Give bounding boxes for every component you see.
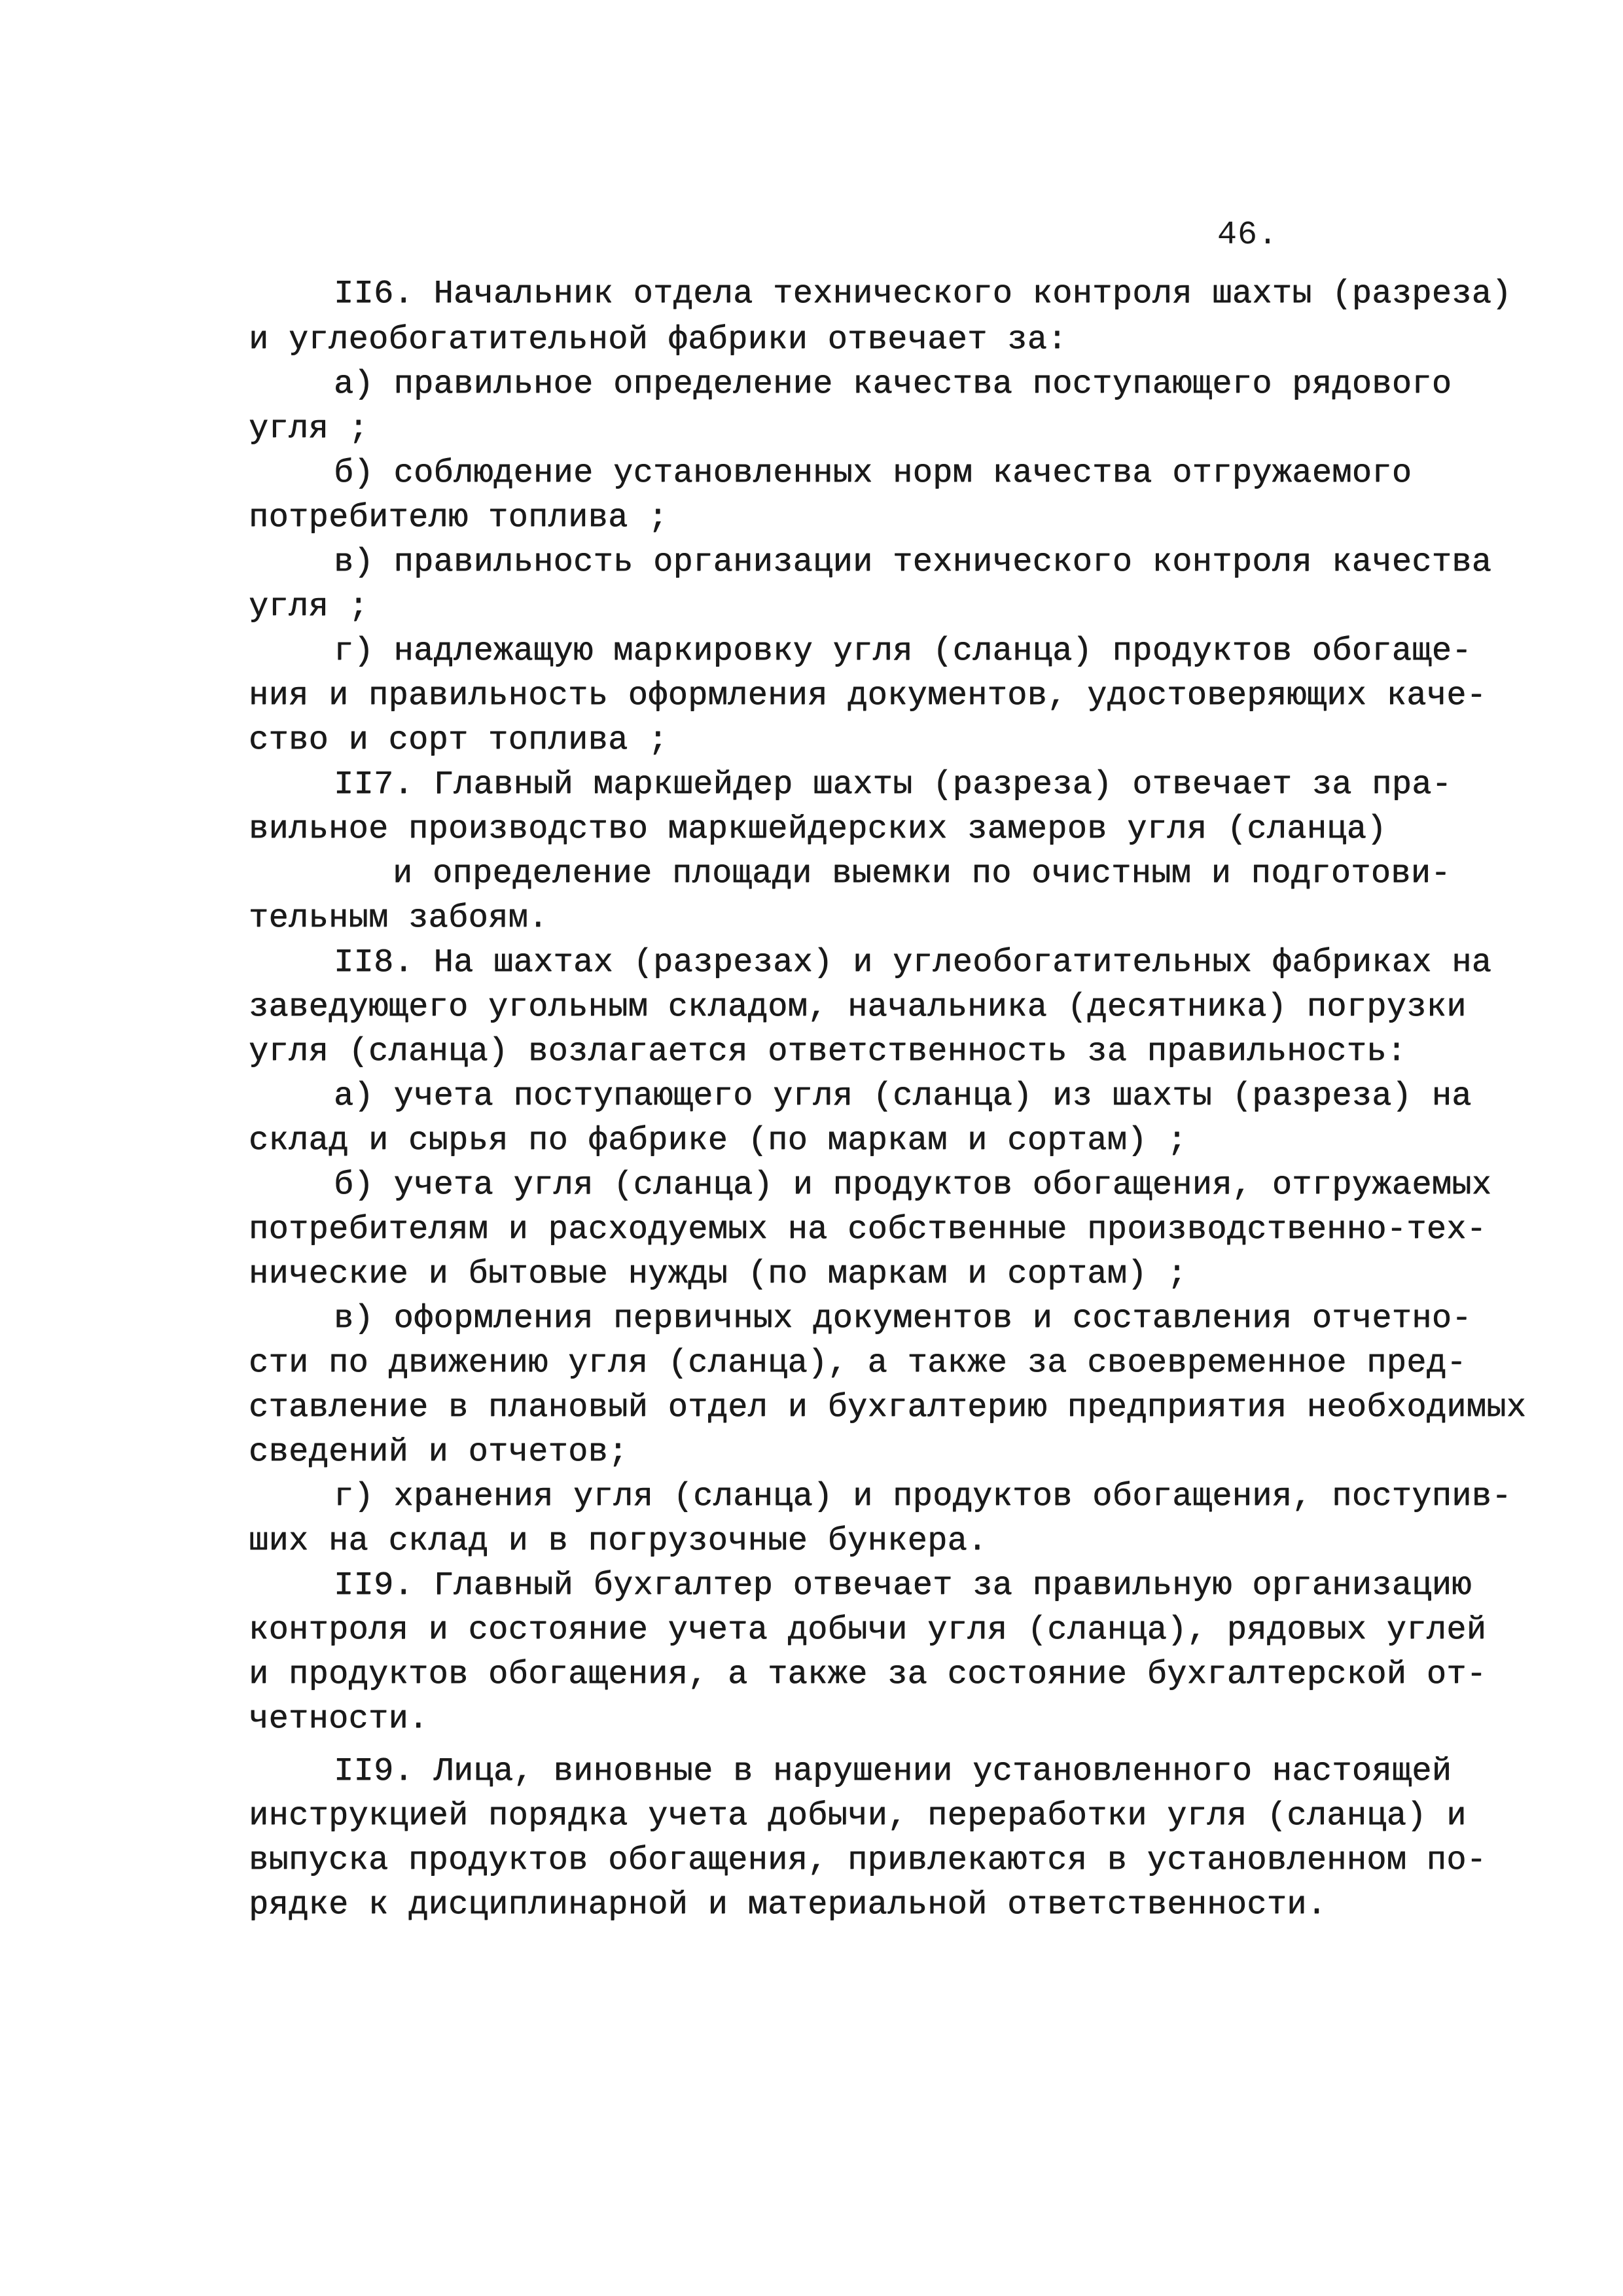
text-line: тельным забоям.	[249, 900, 548, 937]
text-line: вильное производство маркшейдерских замеров угля (сланца)	[249, 811, 1387, 848]
text-line: г) надлежащую маркировку угля (сланца) продуктов обогаще-	[334, 633, 1472, 670]
text-line: и определение площади выемки по очистным и подготови-	[393, 855, 1451, 892]
text-line: инструкцией порядка учета добычи, переработки угля (сланца) и	[249, 1797, 1467, 1835]
text-line: выпуска продуктов обогащения, привлекаются в установленном по-	[249, 1842, 1487, 1879]
text-line: потребителям и расходуемых на собственные производственно-тех-	[249, 1211, 1487, 1248]
text-line: ших на склад и в погрузочные бункера.	[249, 1523, 988, 1560]
text-line: угля ;	[249, 410, 369, 448]
text-line: б) учета угля (сланца) и продуктов обогащения, отгружаемых	[334, 1167, 1492, 1204]
text-line: и углеобогатительной фабрики отвечает за:	[249, 321, 1067, 359]
text-line: а) учета поступающего угля (сланца) из шахты (разреза) на	[334, 1078, 1472, 1115]
text-line: в) оформления первичных документов и составления отчетно-	[334, 1300, 1472, 1337]
text-line: б) соблюдение установленных норм качества отгружаемого	[334, 455, 1412, 492]
text-line: четности.	[249, 1701, 429, 1738]
text-line: сти по движению угля (сланца), а также за своевременное пред-	[249, 1345, 1467, 1382]
text-line: ство и сорт топлива ;	[249, 722, 668, 759]
text-line: II8. На шахтах (разрезах) и углеобогатительных фабриках на	[334, 944, 1492, 981]
text-line: контроля и состояние учета добычи угля (сланца), рядовых углей	[249, 1612, 1487, 1649]
text-line: и продуктов обогащения, а также за состояние бухгалтерской от-	[249, 1656, 1487, 1693]
page-number: 46.	[1217, 217, 1279, 254]
text-line: сведений и отчетов;	[249, 1434, 628, 1471]
text-line: угля (сланца) возлагается ответственность за правильность:	[249, 1033, 1407, 1070]
text-line: рядке к дисциплинарной и материальной ответственности.	[249, 1886, 1327, 1924]
text-line: II6. Начальник отдела технического контроля шахты (разреза)	[334, 275, 1512, 313]
text-line: II9. Главный бухгалтер отвечает за правильную организацию	[334, 1567, 1472, 1604]
text-line: II9. Лица, виновные в нарушении установленного настоящей	[334, 1753, 1452, 1790]
text-line: в) правильность организации технического контроля качества	[334, 544, 1492, 581]
text-line: нические и бытовые нужды (по маркам и сортам) ;	[249, 1256, 1187, 1293]
text-line: г) хранения угля (сланца) и продуктов обогащения, поступив-	[334, 1478, 1512, 1515]
text-line: II7. Главный маркшейдер шахты (разреза) отвечает за пра-	[334, 766, 1452, 804]
text-line: потребителю топлива ;	[249, 499, 668, 537]
text-line: угля ;	[249, 588, 369, 626]
text-line: заведующего угольным складом, начальника (десятника) погрузки	[249, 989, 1467, 1026]
text-line: ставление в плановый отдел и бухгалтерию предприятия необходимых	[249, 1389, 1527, 1426]
text-line: а) правильное определение качества поступающего рядового	[334, 366, 1452, 403]
text-line: ния и правильность оформления документов, удостоверяющих каче-	[249, 677, 1487, 715]
text-line: склад и сырья по фабрике (по маркам и сортам) ;	[249, 1122, 1187, 1159]
